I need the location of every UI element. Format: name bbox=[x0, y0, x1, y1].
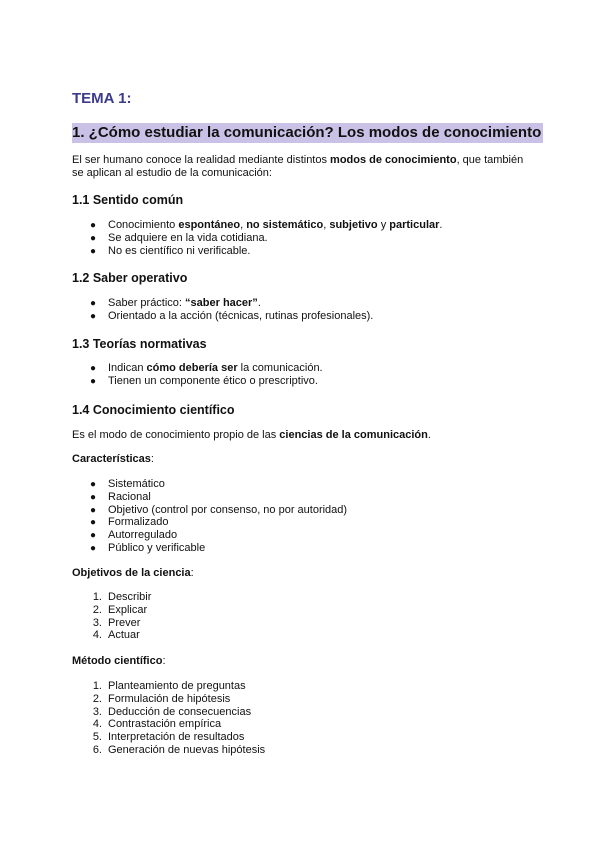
heading-saber-operativo: 1.2 Saber operativo bbox=[72, 271, 188, 285]
bullet-icon: ● bbox=[90, 363, 97, 374]
list-item: Prever bbox=[108, 616, 141, 629]
list-item: Saber práctico: “saber hacer”. bbox=[108, 297, 261, 309]
heading-sentido-comun: 1.1 Sentido común bbox=[72, 193, 184, 207]
bullet-icon: ● bbox=[90, 517, 97, 529]
list-item: Racional bbox=[108, 490, 151, 503]
heading-conocimiento-cientifico: 1.4 Conocimiento científico bbox=[72, 403, 235, 417]
list-number: 2. bbox=[92, 692, 102, 705]
list-number: 3. bbox=[92, 616, 102, 629]
intro-paragraph: El ser humano conoce la realidad mediante distintos modos de conocimiento, que también se aplican al estudio de la comunicación: bbox=[72, 154, 524, 179]
list-item: Describir bbox=[108, 591, 152, 603]
list-item: Planteamiento de preguntas bbox=[108, 680, 246, 692]
objetivos-label: Objetivos de la ciencia: bbox=[72, 567, 194, 579]
caracteristicas-label: Características: bbox=[72, 453, 154, 465]
bullet-icon: ● bbox=[90, 311, 97, 322]
list-item: Sistemático bbox=[108, 478, 165, 490]
list-number: 4. bbox=[92, 629, 102, 642]
bullet-icon: ● bbox=[90, 543, 97, 554]
heading-teorias-normativas: 1.3 Teorías normativas bbox=[72, 337, 207, 351]
bullet-icon: ● bbox=[90, 220, 97, 231]
list-item: Tienen un componente ético o prescriptivo. bbox=[108, 375, 318, 387]
list-item: Interpretación de resultados bbox=[108, 731, 245, 744]
list-item: Objetivo (control por consenso, no por autoridad) bbox=[108, 503, 348, 516]
list-item: Formulación de hipótesis bbox=[108, 692, 231, 705]
bullet-icon: ● bbox=[90, 233, 97, 244]
list-number: 6. bbox=[92, 744, 102, 756]
list-item: Indican cómo debería ser la comunicación. bbox=[108, 362, 323, 374]
bullet-icon: ● bbox=[90, 504, 97, 516]
bullet-icon: ● bbox=[90, 479, 97, 490]
list-number: 1. bbox=[92, 591, 102, 603]
list-number: 5. bbox=[92, 731, 102, 744]
bullet-icon: ● bbox=[90, 298, 97, 309]
list-item: Contrastación empírica bbox=[108, 718, 222, 731]
list-number: 4. bbox=[92, 718, 102, 731]
list-item: Público y verificable bbox=[108, 542, 206, 554]
list-item: Actuar bbox=[108, 629, 140, 642]
bullet-icon: ● bbox=[90, 246, 97, 257]
list-item: Autorregulado bbox=[108, 529, 178, 542]
bullet-icon: ● bbox=[90, 491, 97, 503]
list-item: Se adquiere en la vida cotidiana. bbox=[108, 232, 268, 244]
science-intro: Es el modo de conocimiento propio de las ciencias de la comunicación. bbox=[72, 429, 431, 441]
list-item: Explicar bbox=[108, 603, 148, 616]
metodo-label: Método científico: bbox=[72, 655, 166, 667]
bullet-icon: ● bbox=[90, 530, 97, 542]
topic-label: TEMA 1: bbox=[72, 90, 132, 107]
list-item: Deducción de consecuencias bbox=[108, 705, 252, 718]
section-title: 1. ¿Cómo estudiar la comunicación? Los modos de conocimiento bbox=[72, 124, 542, 141]
list-item: No es científico ni verificable. bbox=[108, 245, 251, 257]
list-number: 3. bbox=[92, 705, 102, 718]
list-number: 2. bbox=[92, 603, 102, 616]
list-item: Orientado a la acción (técnicas, rutinas profesionales). bbox=[108, 310, 374, 322]
list-item: Formalizado bbox=[108, 516, 169, 529]
bullet-icon: ● bbox=[90, 376, 97, 387]
list-number: 1. bbox=[92, 680, 102, 692]
list-item: Conocimiento espontáneo, no sistemático, subjetivo y particular. bbox=[108, 219, 443, 231]
list-item: Generación de nuevas hipótesis bbox=[108, 744, 266, 756]
